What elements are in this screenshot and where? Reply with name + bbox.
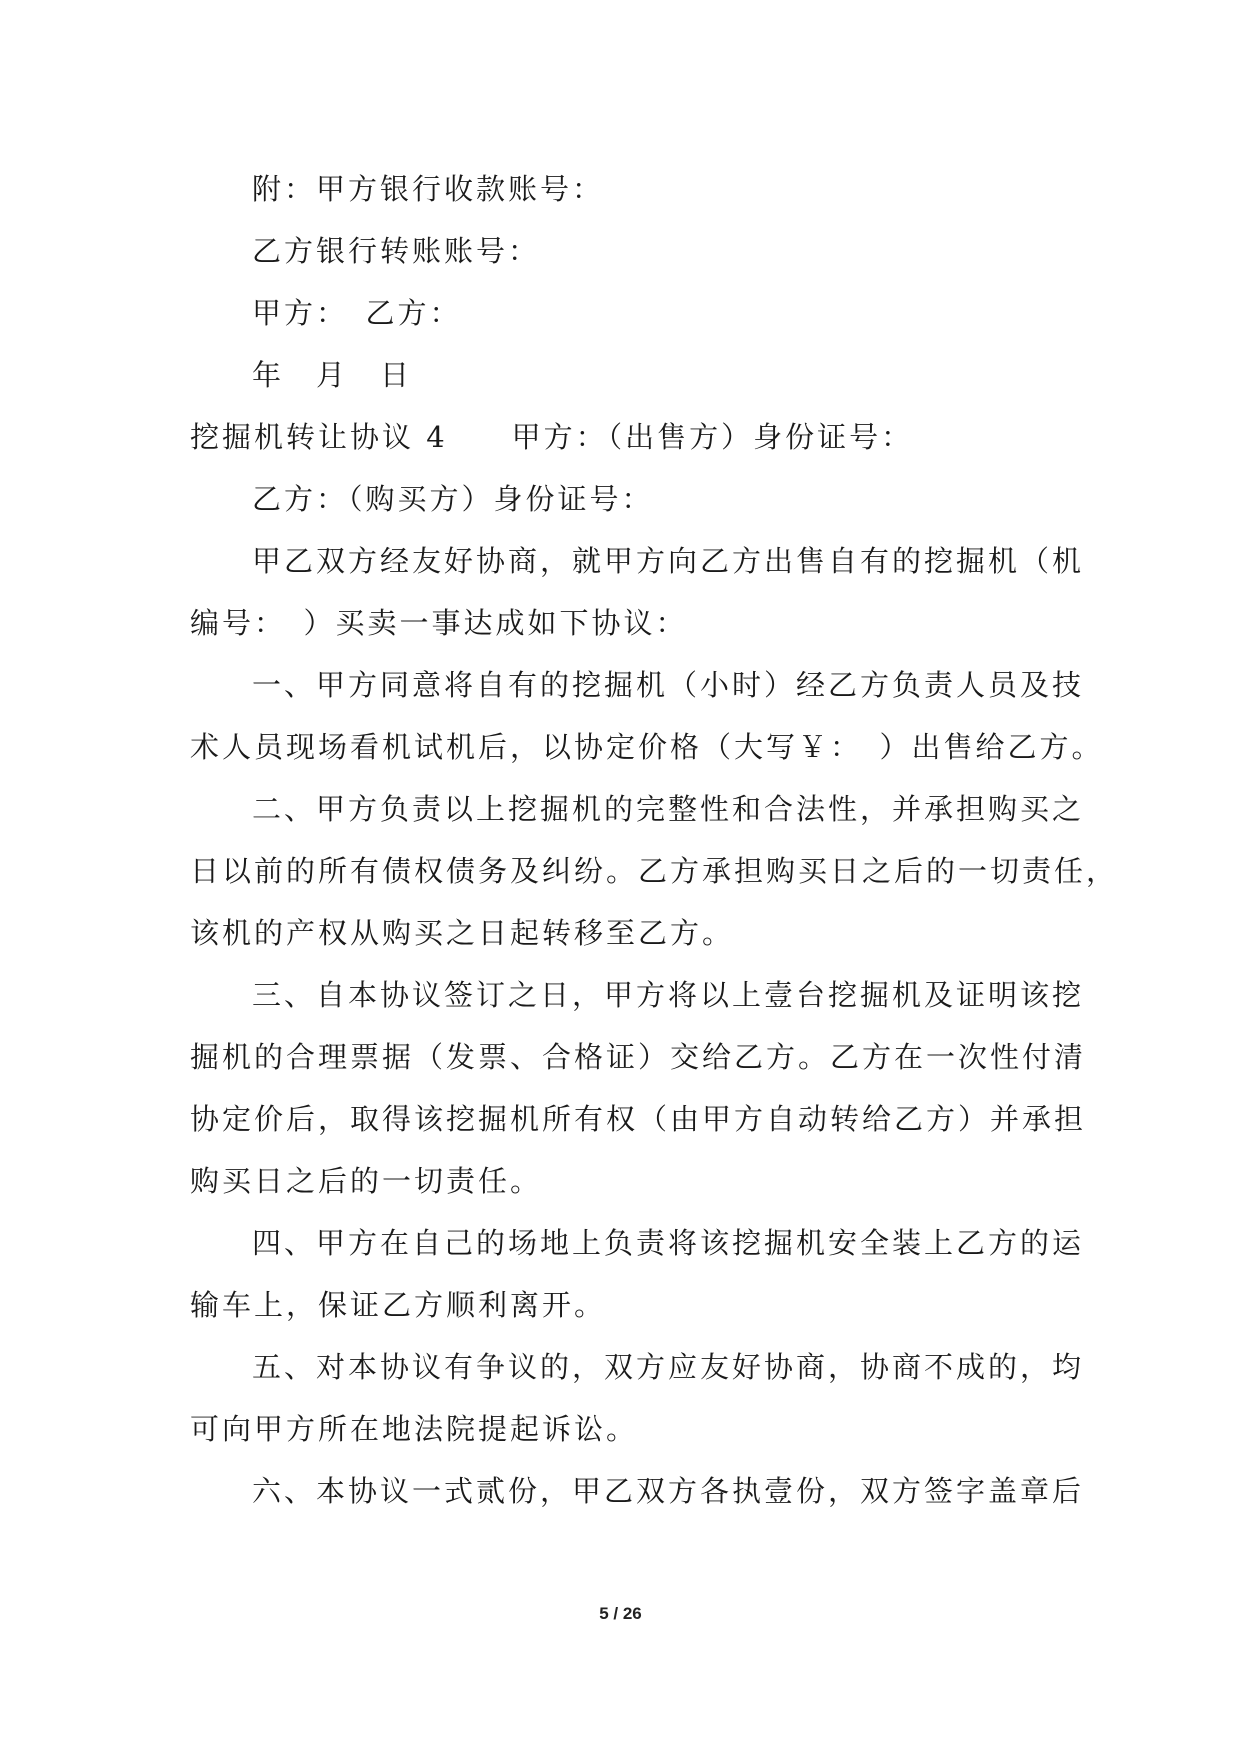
clause-1-line: 一、甲方同意将自有的挖掘机（小时）经乙方负责人员及技 xyxy=(252,668,1085,702)
document-content xyxy=(190,158,1119,1522)
clause-6-line: 六、本协议一式贰份，甲乙双方各执壹份，双方签字盖章后 xyxy=(252,1474,1085,1508)
bank-receive-account-line: 附：甲方银行收款账号： xyxy=(252,172,605,206)
body-line: 编号： ）买卖一事达成如下协议： xyxy=(190,606,688,640)
agreement-title-line xyxy=(190,406,1070,468)
clause-4-line: 四、甲方在自己的场地上负责将该挖掘机安全装上乙方的运 xyxy=(252,1226,1085,1260)
clause-2-line: 日以前的所有债权债务及纠纷。乙方承担购买日之后的一切责任， xyxy=(190,854,1119,888)
party-a-id-line: 甲方：（出售方）身份证号： xyxy=(511,420,914,454)
clause-3-line: 协定价后，取得该挖掘机所有权（由甲方自动转给乙方）并承担 xyxy=(190,1102,1087,1136)
page-number: 5 / 26 xyxy=(599,1604,642,1623)
clause-2-line: 二、甲方负责以上挖掘机的完整性和合法性，并承担购买之 xyxy=(252,792,1085,826)
party-b-id-line: 乙方：（购买方）身份证号： xyxy=(252,482,654,516)
clause-5-line: 五、对本协议有争议的，双方应友好协商，协商不成的，均 xyxy=(252,1350,1085,1384)
date-line: 年 月 日 xyxy=(252,358,413,392)
clause-5-line: 可向甲方所在地法院提起诉讼。 xyxy=(190,1412,639,1446)
bank-transfer-account-line: 乙方银行转账账号： xyxy=(252,234,541,268)
body-line: 甲乙双方经友好协商，就甲方向乙方出售自有的挖掘机（机 xyxy=(252,544,1085,578)
clause-2-line: 该机的产权从购买之日起转移至乙方。 xyxy=(190,916,735,950)
clause-1-line: 术人员现场看机试机后，以协定价格（大写￥： ）出售给乙方。 xyxy=(190,730,1104,764)
clause-4-line: 输车上，保证乙方顺利离开。 xyxy=(190,1288,607,1322)
agreement-title: 挖掘机转让协议 4 xyxy=(190,420,448,454)
clause-3-line: 掘机的合理票据（发票、合格证）交给乙方。乙方在一次性付清 xyxy=(190,1040,1087,1074)
signature-parties-line: 甲方： 乙方： xyxy=(252,296,462,330)
clause-3-line: 购买日之后的一切责任。 xyxy=(190,1164,543,1198)
clause-3-line: 三、自本协议签订之日，甲方将以上壹台挖掘机及证明该挖 xyxy=(252,978,1085,1012)
